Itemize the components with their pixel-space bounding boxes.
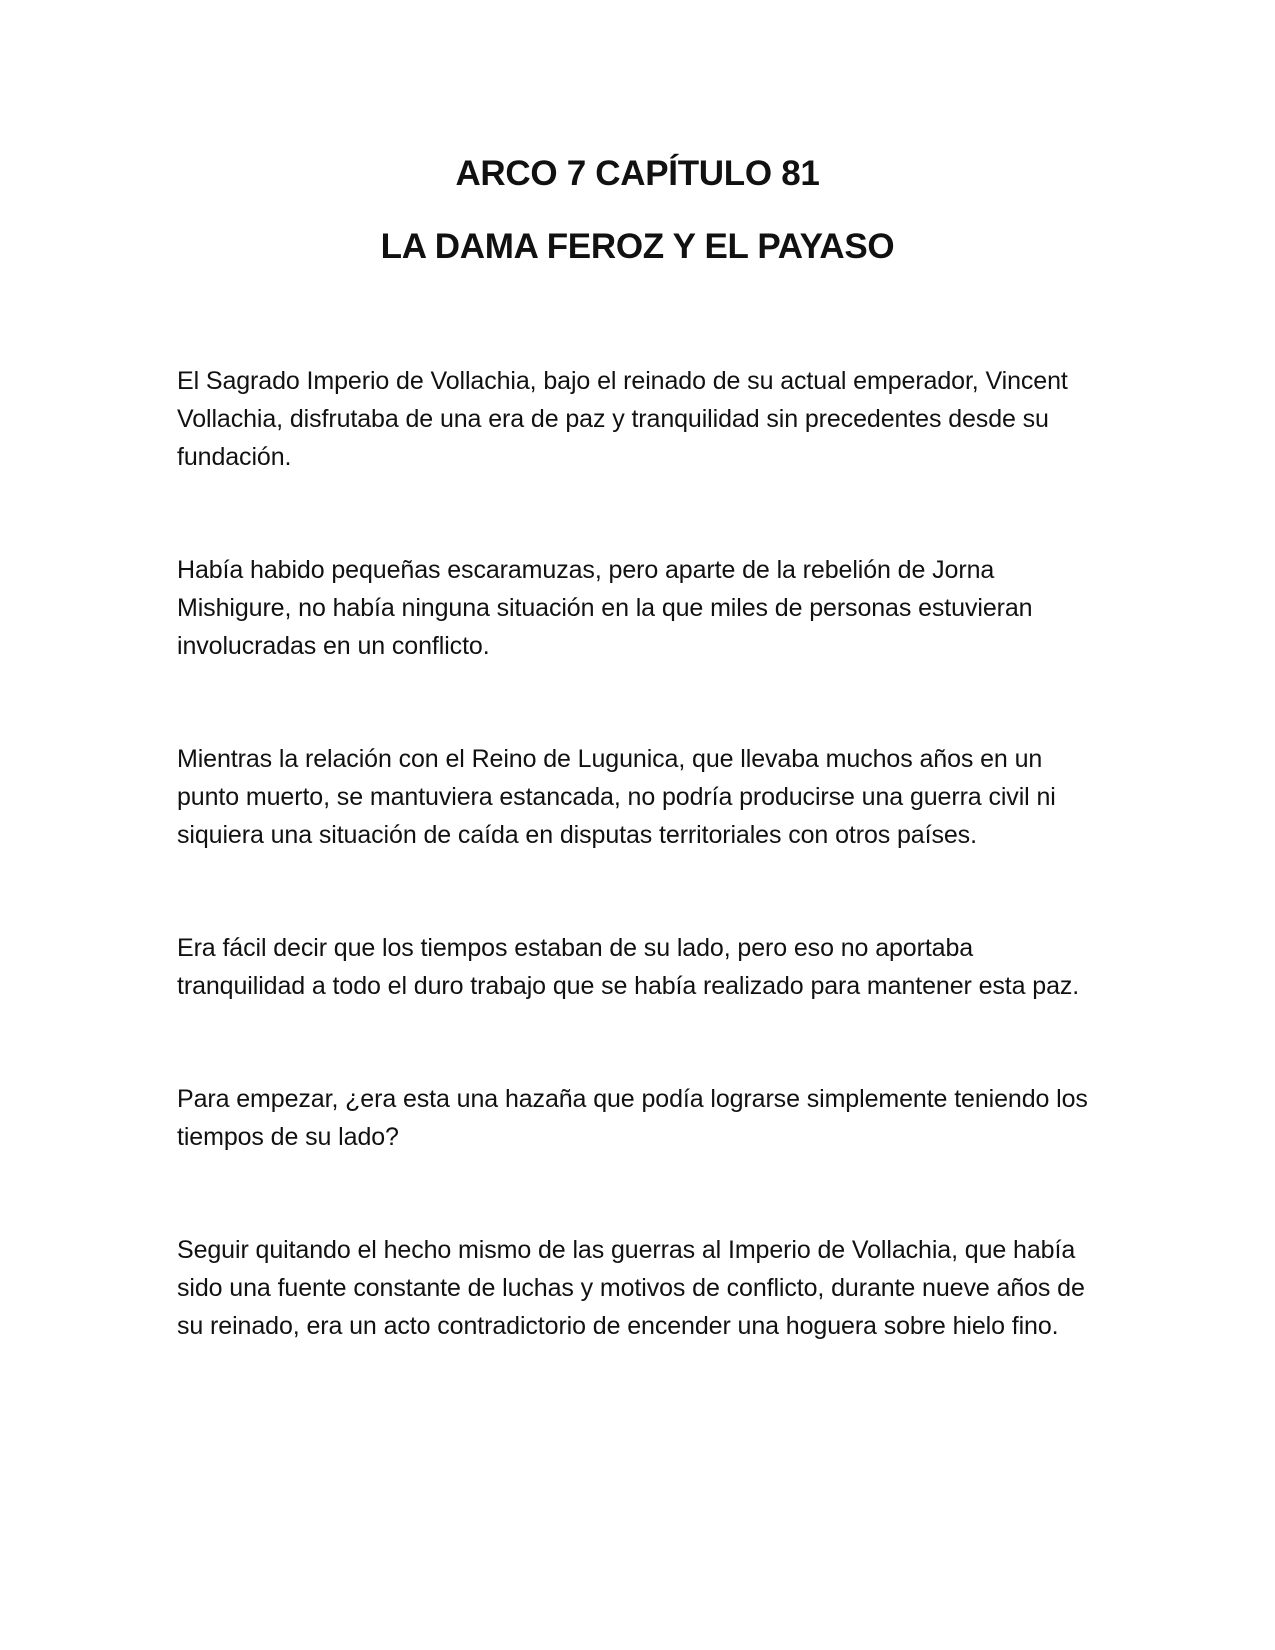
paragraph: Había habido pequeñas escaramuzas, pero aparte de la rebelión de Jorna Mishigure, no había ninguna situación en la que miles de personas estuvieran involucradas en un conflicto. [177, 556, 1033, 660]
paragraph: Mientras la relación con el Reino de Lugunica, que llevaba muchos años en un punto muerto, se mantuviera estancada, no podría producirse una guerra civil ni siquiera una situación de caída en disputas territoriales con otros países. [177, 745, 1056, 849]
chapter-subtitle: LA DAMA FEROZ Y EL PAYASO [380, 227, 895, 266]
chapter-title: ARCO 7 CAPÍTULO 81 [455, 154, 820, 193]
paragraph: Era fácil decir que los tiempos estaban de su lado, pero eso no aportaba tranquilidad a todo el duro trabajo que se había realizado para mantener esta paz. [177, 934, 1080, 1000]
chapter-body [177, 362, 1107, 1345]
paragraph: Seguir quitando el hecho mismo de las guerras al Imperio de Vollachia, que había sido una fuente constante de luchas y motivos de conflicto, durante nueve años de su reinado, era un acto contradictorio de encender una hoguera sobre hielo fino. [177, 1236, 1085, 1340]
paragraph: El Sagrado Imperio de Vollachia, bajo el reinado de su actual emperador, Vincent Vollachia, disfrutaba de una era de paz y tranquilidad sin precedentes desde su fundación. [177, 367, 1068, 471]
paragraph: Para empezar, ¿era esta una hazaña que podía lograrse simplemente teniendo los tiempos de su lado? [177, 1085, 1088, 1151]
